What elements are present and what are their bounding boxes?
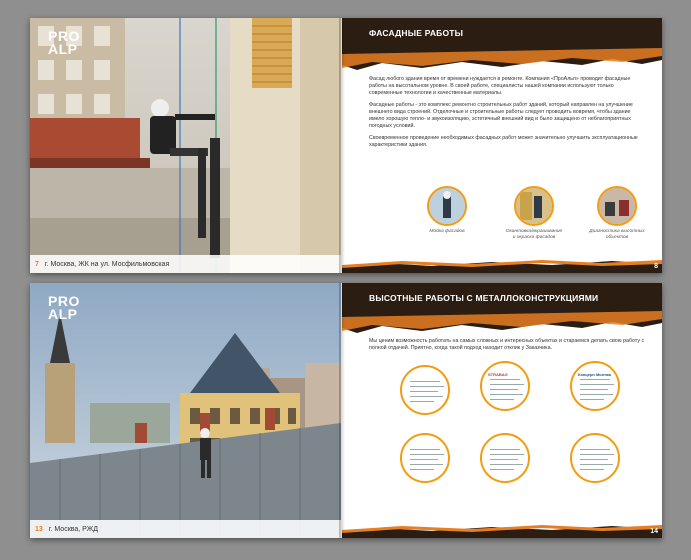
section-body [369, 76, 647, 154]
reference-letter-1 [400, 365, 450, 415]
section-body [369, 338, 647, 357]
brush-stroke-header [342, 18, 662, 73]
left-page-number: 7 [35, 260, 39, 268]
section-header [342, 283, 662, 325]
reference-letter-5 [480, 433, 530, 483]
right-page-text [342, 283, 662, 538]
logo-text-alp: ALP [48, 41, 78, 57]
proalp-logo [36, 295, 80, 321]
service-label-washing: Мойка фасадов [429, 229, 465, 234]
service-label-diagnostics: Диагностика высотных объектов [589, 229, 645, 240]
left-page-photo [30, 18, 341, 273]
right-page-number: 8 [654, 263, 658, 270]
proalp-logo [36, 30, 80, 56]
paragraph-2: Фасадные работы - это комплекс ремонтно строительных работ зданий, который направлен на улучшение внешнего вида строений. Отделочные и строительные работы следует проводить вовремя, чтобы здание имело хорошую тепло- и звукоизоляцию, эстетичный внешний вид и было защищено от неблагоприятных погодных условий. [369, 102, 633, 129]
caption-text: г. Москва, РЖД [48, 525, 98, 533]
service-image-diagnostics [597, 186, 637, 226]
photo-caption [30, 520, 341, 538]
letter-brand: STRABAG [488, 372, 508, 377]
right-page-number: 14 [650, 528, 658, 535]
service-image-painting [514, 186, 554, 226]
section-title: ВЫСОТНЫЕ РАБОТЫ С МЕТАЛЛОКОНСТРУКЦИЯМИ [369, 293, 599, 303]
reference-letter-6 [570, 433, 620, 483]
brush-stroke-header [342, 283, 662, 338]
spine-shadow [339, 283, 345, 538]
bottom-brush-stroke [342, 259, 662, 273]
brochure-spread-facade [30, 18, 662, 273]
service-label-painting: Окантовка/вкрашивание и окраска фасадов [505, 229, 563, 240]
section-header [342, 18, 662, 60]
caption-text: г. Москва, ЖК на ул. Мосфильмовская [44, 260, 170, 268]
paragraph-1: Мы ценим возможность работать на самых сложных и интересных объектах и стараемся делать свою работу с полной отдачей. Приятно, когда такой подход находит отклик у Заказчика. [369, 338, 645, 351]
letter-brand: Концерн Монтаж [578, 372, 612, 377]
service-image-washing [427, 186, 467, 226]
left-page-number: 13 [35, 525, 43, 533]
reference-letter-2 [480, 361, 530, 411]
paragraph-1: Фасад любого здания время от времени нуждается в ремонте. Компания «ПроАльп» проводит фасадные работы на высотальном уровне. В своей работе, специалисты нашей компании используют только современные технологии и качественные материалы. [369, 76, 631, 96]
spine-shadow [339, 18, 345, 273]
paragraph-3: Своевременное проведение необходимых фасадных работ может значительно улучшить эксплуатационные характеристики здания. [369, 135, 638, 148]
logo-text-alp: ALP [48, 306, 78, 322]
reference-letter-3 [570, 361, 620, 411]
left-page-photo [30, 283, 341, 538]
photo-caption [30, 255, 341, 273]
brochure-spread-metal [30, 283, 662, 538]
logo-text-pro: PRO [48, 293, 80, 309]
bottom-brush-stroke [342, 524, 662, 538]
section-title: ФАСАДНЫЕ РАБОТЫ [369, 28, 464, 38]
logo-text-pro: PRO [48, 28, 80, 44]
reference-letter-4 [400, 433, 450, 483]
right-page-text [342, 18, 662, 273]
